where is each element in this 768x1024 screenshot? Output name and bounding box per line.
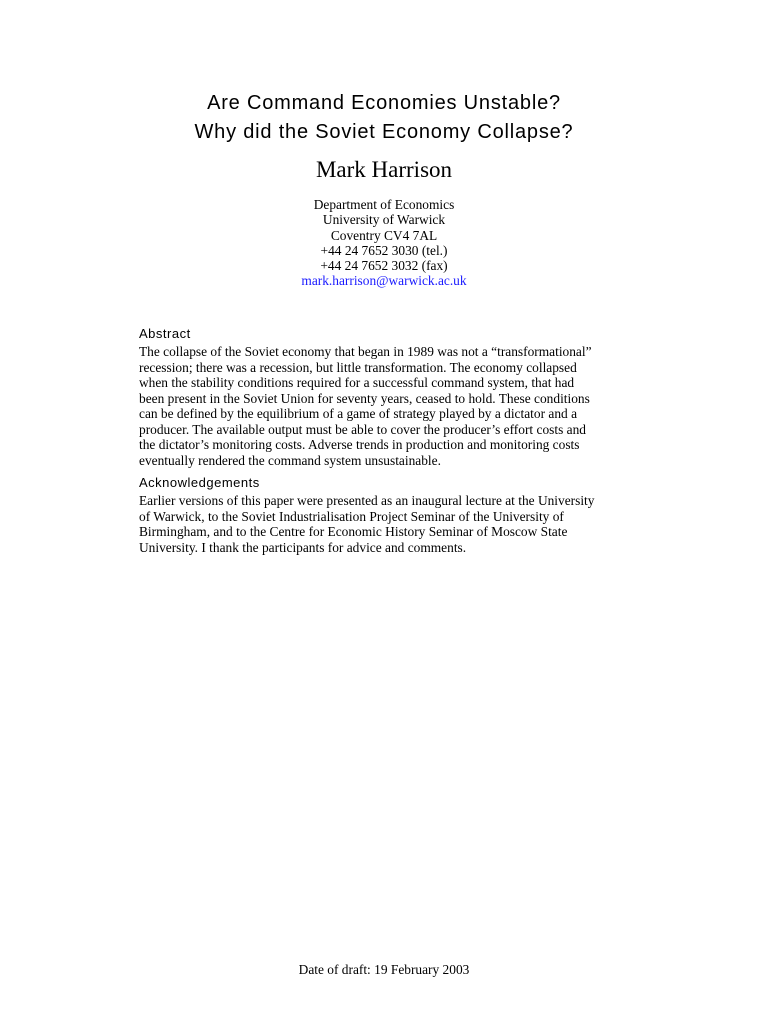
telephone: +44 24 7652 3030 (tel.) — [320, 242, 448, 258]
abstract-line: can be defined by the equilibrium of a game of strategy played by a dictator and a — [139, 406, 578, 421]
title-line-2: Why did the Soviet Economy Collapse? — [194, 121, 574, 143]
university: University of Warwick — [322, 212, 446, 228]
acknowledgements-body — [139, 493, 629, 555]
abstract-line: eventually rendered the command system unsustainable. — [139, 452, 441, 468]
abstract-heading: Abstract — [139, 326, 191, 341]
paper-title — [0, 89, 768, 147]
email-link[interactable]: mark.harrison@warwick.ac.uk — [301, 273, 467, 289]
postal-address: Coventry CV4 7AL — [330, 227, 438, 243]
acknowledgements-heading: Acknowledgements — [139, 475, 260, 490]
title-line-1: Are Command Economies Unstable? — [207, 92, 561, 114]
fax: +44 24 7652 3032 (fax) — [320, 258, 448, 274]
abstract-line: when the stability conditions required for a successful command system, that had — [139, 375, 575, 390]
draft-date: Date of draft: 19 February 2003 — [298, 962, 470, 977]
abstract-line: recession; there was a recession, but little transformation. The economy collapsed — [139, 359, 577, 375]
acknowledgements-line: of Warwick, to the Soviet Industrialisation Project Seminar of the University of — [139, 508, 564, 524]
author-name: Mark Harrison — [315, 157, 453, 182]
abstract-line: been present in the Soviet Union for seventy years, ceased to hold. These conditions — [139, 390, 590, 406]
abstract-line: the dictator’s monitoring costs. Adverse trends in production and monitoring costs — [139, 437, 580, 452]
abstract-body — [139, 344, 629, 468]
abstract-line: The collapse of the Soviet economy that began in 1989 was not a “transformational” — [139, 344, 592, 359]
acknowledgements-line: Birmingham, and to the Centre for Economic History Seminar of Moscow State — [139, 524, 568, 539]
department: Department of Economics — [313, 197, 455, 212]
abstract-line: producer. The available output must be able to cover the producer’s effort costs and — [139, 421, 586, 437]
acknowledgements-line: Earlier versions of this paper were presented as an inaugural lecture at the University — [139, 493, 595, 508]
author-affiliation — [0, 197, 768, 289]
acknowledgements-line: University. I thank the participants for advice and comments. — [139, 539, 467, 555]
